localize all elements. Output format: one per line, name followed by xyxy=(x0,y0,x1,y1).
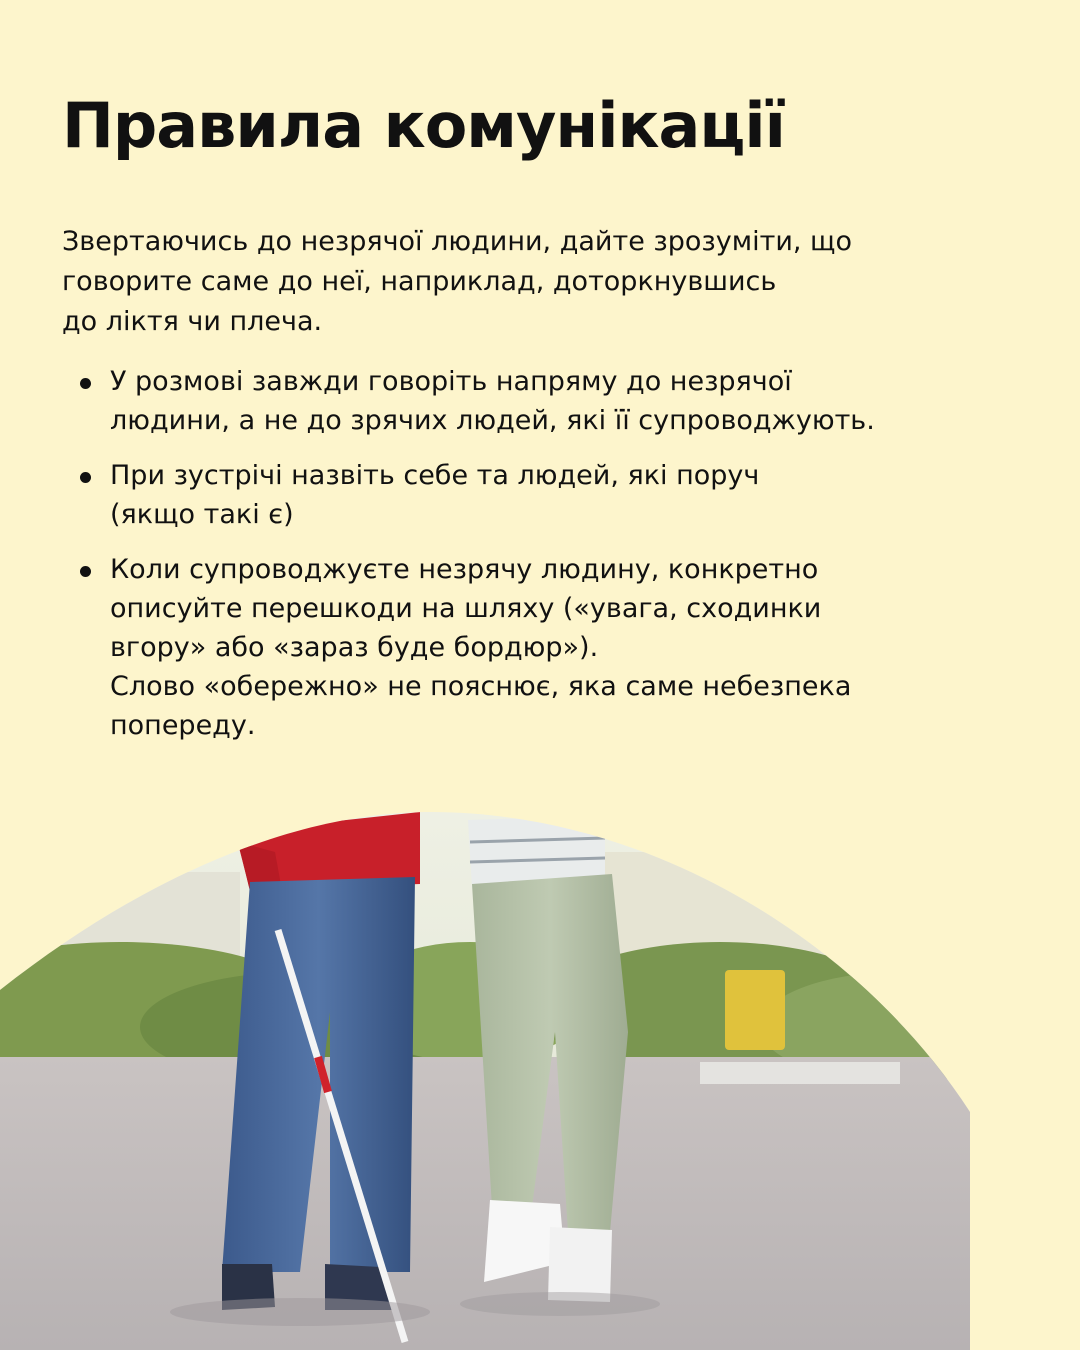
bullet-icon xyxy=(80,472,91,483)
list-item xyxy=(62,362,962,440)
bullet-icon xyxy=(80,378,91,389)
rules-list xyxy=(62,362,962,761)
photo-people-walking xyxy=(0,812,1080,1350)
list-item xyxy=(62,550,962,745)
list-item-text: У розмові завжди говоріть напряму до незрячої людини, а не до зрячих людей, які її супроводжують. xyxy=(110,366,875,436)
page-title: Правила комунікації xyxy=(62,89,785,162)
bullet-icon xyxy=(80,566,91,577)
list-item xyxy=(62,456,962,534)
intro-text: Звертаючись до незрячої людини, дайте зрозуміти, що говорите саме до неї, наприклад, доторкнувшись до ліктя чи плеча. xyxy=(62,226,853,337)
list-item-text: Коли супроводжуєте незрячу людину, конкретно описуйте перешкоди на шляху («увага, сходинки вгору» або «зараз буде бордюр»). Слово «обережно» не пояснює, яка саме небезпека попереду. xyxy=(110,554,852,741)
list-item-text: При зустрічі назвіть себе та людей, які поруч (якщо такі є) xyxy=(110,460,760,530)
